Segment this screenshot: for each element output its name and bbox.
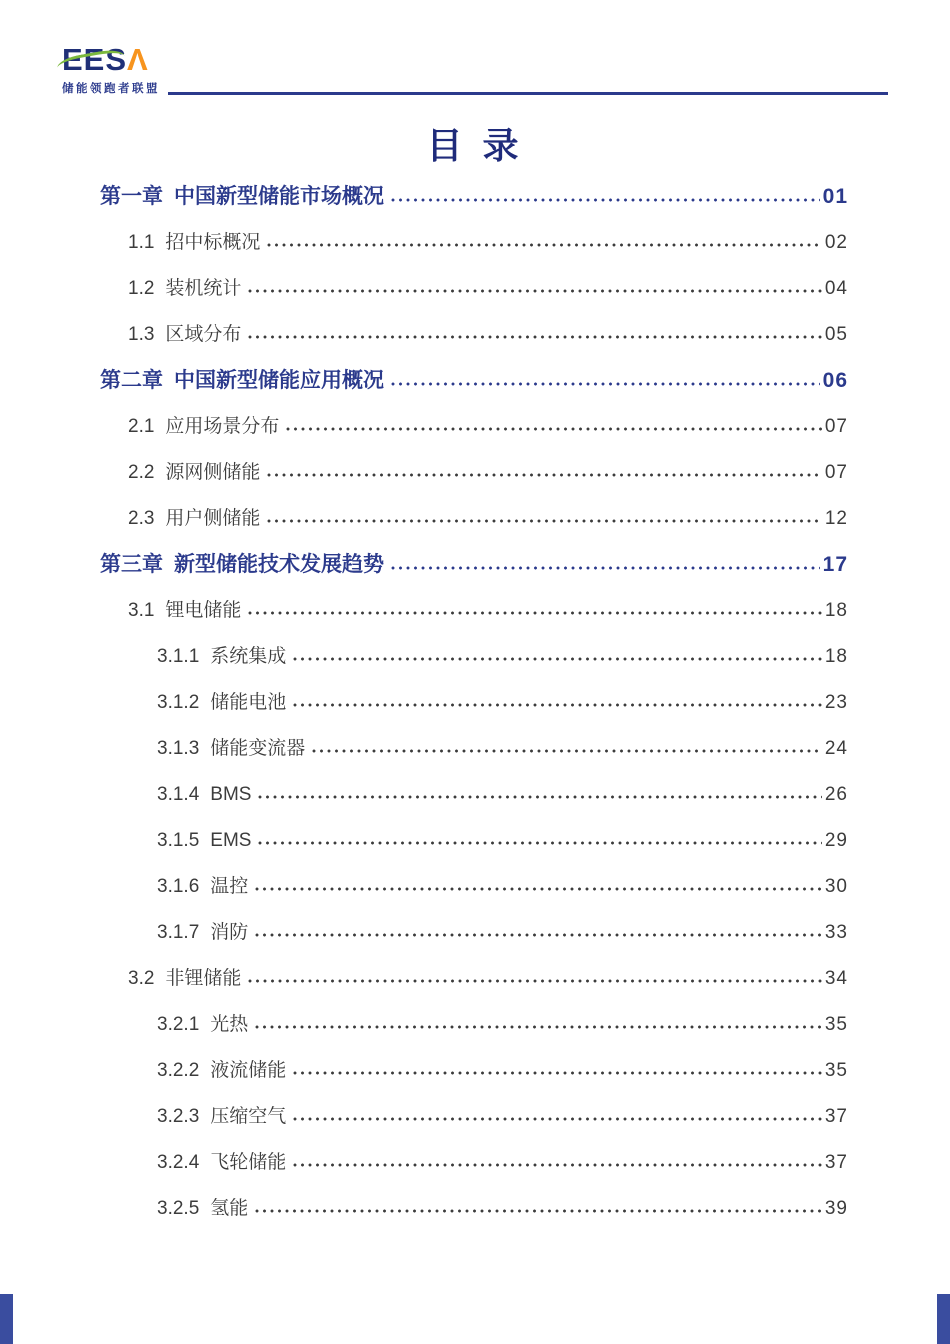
toc-entry-label: 区域分布 — [165, 324, 242, 345]
logo-subtitle: 储能领跑者联盟 — [62, 83, 160, 95]
dot-leader — [255, 1025, 822, 1029]
toc-entry-label: 飞轮储能 — [210, 1152, 287, 1173]
toc-entry-label: 源网侧储能 — [165, 462, 261, 483]
dot-leader — [391, 566, 820, 570]
toc-entry-number: 3.1.5 — [157, 830, 200, 851]
dot-leader — [391, 198, 820, 202]
toc-entry-number: 1.3 — [128, 324, 155, 345]
bottom-right-corner-bar — [937, 1294, 950, 1344]
toc-entry-page: 04 — [824, 278, 848, 299]
toc-entry-3-1-5[interactable] — [100, 818, 848, 864]
toc-entry-label: EMS — [210, 830, 252, 851]
toc-entry-2-3[interactable] — [100, 496, 848, 542]
toc-entry-chapter-2[interactable] — [100, 358, 848, 404]
toc-entry-page: 35 — [824, 1014, 848, 1035]
dot-leader — [255, 933, 822, 937]
toc-entry-label: 招中标概况 — [165, 232, 261, 253]
logo-wordmark-main: EES — [62, 42, 128, 77]
toc-entry-number: 3.2.1 — [157, 1014, 200, 1035]
toc-entry-chapter-3[interactable] — [100, 542, 848, 588]
toc-entry-label: 系统集成 — [210, 646, 287, 667]
toc-entry-page: 07 — [824, 416, 848, 437]
dot-leader — [293, 703, 822, 707]
page-title: 目 录 — [426, 125, 524, 166]
toc-entry-3-1-3[interactable] — [100, 726, 848, 772]
header-rule — [168, 92, 888, 95]
toc-entry-number: 3.2.3 — [157, 1106, 200, 1127]
toc-entry-number: 2.1 — [128, 416, 155, 437]
toc-entry-label: 中国新型储能市场概况 — [174, 185, 384, 208]
dot-leader — [286, 427, 821, 431]
toc-entry-3-1-6[interactable] — [100, 864, 848, 910]
dot-leader — [312, 749, 822, 753]
toc-entry-label: 消防 — [210, 922, 249, 943]
header — [0, 0, 950, 96]
toc-entry-label: 光热 — [210, 1014, 249, 1035]
logo-wordmark — [62, 44, 160, 75]
toc-entry-page: 18 — [824, 646, 848, 667]
toc-entry-label: 用户侧储能 — [165, 508, 261, 529]
toc-entry-number: 3.2.4 — [157, 1152, 200, 1173]
dot-leader — [248, 979, 821, 983]
toc-entry-1-3[interactable] — [100, 312, 848, 358]
toc-entry-label: 非锂储能 — [165, 968, 242, 989]
toc-entry-page: 18 — [824, 600, 848, 621]
toc-entry-label: 锂电储能 — [165, 600, 242, 621]
logo — [62, 44, 160, 96]
toc-entry-label: 储能电池 — [210, 692, 287, 713]
toc-entry-page: 07 — [824, 462, 848, 483]
toc-entry-number: 第一章 — [100, 185, 163, 208]
toc-entry-page: 34 — [824, 968, 848, 989]
toc-entry-page: 35 — [824, 1060, 848, 1081]
toc-entry-page: 01 — [822, 185, 848, 208]
dot-leader — [248, 611, 821, 615]
toc-entry-number: 1.1 — [128, 232, 155, 253]
dot-leader — [267, 473, 821, 477]
toc-entry-number: 3.1.2 — [157, 692, 200, 713]
toc-entry-label: 温控 — [210, 876, 249, 897]
toc-entry-page: 39 — [824, 1198, 848, 1219]
toc-entry-number: 3.1.4 — [157, 784, 200, 805]
toc-entry-label: 新型储能技术发展趋势 — [174, 553, 384, 576]
dot-leader — [293, 657, 822, 661]
toc-entry-number: 1.2 — [128, 278, 155, 299]
toc-list — [100, 174, 848, 1232]
toc-entry-page: 33 — [824, 922, 848, 943]
toc-entry-page: 29 — [824, 830, 848, 851]
toc-entry-3-2-5[interactable] — [100, 1186, 848, 1232]
toc-entry-number: 3.1.3 — [157, 738, 200, 759]
toc-entry-3-1-4[interactable] — [100, 772, 848, 818]
toc-entry-page: 17 — [822, 553, 848, 576]
toc-entry-number: 第二章 — [100, 369, 163, 392]
toc-entry-label: BMS — [210, 784, 252, 805]
toc-entry-number: 第三章 — [100, 553, 163, 576]
toc-entry-3-1[interactable] — [100, 588, 848, 634]
toc-entry-number: 2.3 — [128, 508, 155, 529]
toc-entry-3-1-7[interactable] — [100, 910, 848, 956]
toc-entry-3-2-1[interactable] — [100, 1002, 848, 1048]
toc-entry-3-2-3[interactable] — [100, 1094, 848, 1140]
toc-entry-page: 05 — [824, 324, 848, 345]
toc-entry-number: 3.1.7 — [157, 922, 200, 943]
logo-wordmark-accent: Λ — [127, 42, 149, 77]
toc-entry-number: 2.2 — [128, 462, 155, 483]
toc-entry-chapter-1[interactable] — [100, 174, 848, 220]
toc-entry-label: 液流储能 — [210, 1060, 287, 1081]
toc-entry-page: 02 — [824, 232, 848, 253]
dot-leader — [258, 841, 821, 845]
toc-entry-3-1-1[interactable] — [100, 634, 848, 680]
toc-entry-1-2[interactable] — [100, 266, 848, 312]
toc-entry-3-2-2[interactable] — [100, 1048, 848, 1094]
toc-entry-number: 3.2.5 — [157, 1198, 200, 1219]
dot-leader — [248, 335, 821, 339]
dot-leader — [293, 1163, 822, 1167]
toc-entry-page: 06 — [822, 369, 848, 392]
toc-entry-page: 26 — [824, 784, 848, 805]
dot-leader — [258, 795, 821, 799]
toc-entry-page: 12 — [824, 508, 848, 529]
toc-entry-label: 氢能 — [210, 1198, 249, 1219]
dot-leader — [255, 1209, 822, 1213]
toc-entry-2-2[interactable] — [100, 450, 848, 496]
dot-leader — [391, 382, 820, 386]
dot-leader — [255, 887, 822, 891]
toc-entry-number: 3.1.6 — [157, 876, 200, 897]
toc-entry-number: 3.2 — [128, 968, 155, 989]
toc-entry-3-1-2[interactable] — [100, 680, 848, 726]
dot-leader — [267, 519, 821, 523]
toc-entry-2-1[interactable] — [100, 404, 848, 450]
dot-leader — [248, 289, 821, 293]
toc-entry-label: 储能变流器 — [210, 738, 306, 759]
toc-entry-label: 压缩空气 — [210, 1106, 287, 1127]
dot-leader — [293, 1117, 822, 1121]
toc-entry-page: 37 — [824, 1152, 848, 1173]
toc-entry-label: 中国新型储能应用概况 — [174, 369, 384, 392]
toc-entry-page: 24 — [824, 738, 848, 759]
toc-entry-3-2[interactable] — [100, 956, 848, 1002]
toc-entry-3-2-4[interactable] — [100, 1140, 848, 1186]
toc-entry-page: 37 — [824, 1106, 848, 1127]
toc-entry-label: 装机统计 — [165, 278, 242, 299]
toc-entry-number: 3.1 — [128, 600, 155, 621]
toc-entry-number: 3.1.1 — [157, 646, 200, 667]
dot-leader — [293, 1071, 822, 1075]
toc-entry-page: 30 — [824, 876, 848, 897]
toc-entry-label: 应用场景分布 — [165, 416, 280, 437]
dot-leader — [267, 243, 821, 247]
toc-entry-number: 3.2.2 — [157, 1060, 200, 1081]
toc-entry-page: 23 — [824, 692, 848, 713]
bottom-left-corner-bar — [0, 1294, 13, 1344]
toc-entry-1-1[interactable] — [100, 220, 848, 266]
